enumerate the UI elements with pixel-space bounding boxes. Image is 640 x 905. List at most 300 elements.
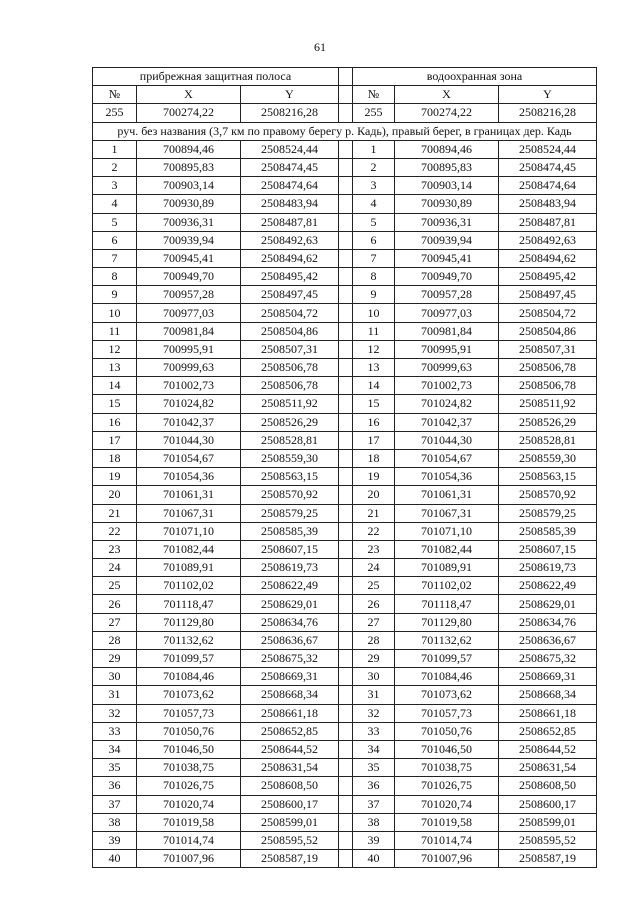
right-x-value: 701071,10	[395, 522, 499, 540]
column-gap	[339, 522, 353, 540]
left-point-number: 13	[93, 359, 137, 377]
right-point-number: 6	[353, 231, 395, 249]
left-y-value: 2508494,62	[241, 249, 339, 267]
left-point-number: 21	[93, 504, 137, 522]
right-y-value: 2508619,73	[499, 559, 597, 577]
right-point-number: 19	[353, 468, 395, 486]
table-row	[93, 686, 597, 704]
right-point-number: 29	[353, 650, 395, 668]
right-point-number: 39	[353, 831, 395, 849]
right-y-value: 2508474,45	[499, 158, 597, 176]
column-gap	[339, 704, 353, 722]
right-header-y: Y	[499, 86, 597, 104]
left-y-value: 2508492,63	[241, 231, 339, 249]
table-row	[93, 795, 597, 813]
left-y-value: 2508474,45	[241, 158, 339, 176]
column-gap	[339, 650, 353, 668]
left-y-value: 2508563,15	[241, 468, 339, 486]
right-y-value: 2508497,45	[499, 286, 597, 304]
left-x-value: 700930,89	[137, 195, 241, 213]
right-header-number: №	[353, 86, 395, 104]
left-y-value: 2508607,15	[241, 540, 339, 558]
right-point-number: 38	[353, 813, 395, 831]
right-point-number: 21	[353, 504, 395, 522]
left-y-value: 2508216,28	[241, 104, 339, 122]
left-y-value: 2508619,73	[241, 559, 339, 577]
left-y-value: 2508504,72	[241, 304, 339, 322]
right-y-value: 2508629,01	[499, 595, 597, 613]
left-point-number: 27	[93, 613, 137, 631]
left-y-value: 2508497,45	[241, 286, 339, 304]
table-row	[93, 340, 597, 358]
left-point-number: 36	[93, 777, 137, 795]
left-point-number: 40	[93, 850, 137, 868]
right-y-value: 2508600,17	[499, 795, 597, 813]
left-point-number: 4	[93, 195, 137, 213]
left-y-value: 2508652,85	[241, 722, 339, 740]
left-y-value: 2508474,64	[241, 177, 339, 195]
left-x-value: 701044,30	[137, 431, 241, 449]
table-row	[93, 540, 597, 558]
left-header-number: №	[93, 86, 137, 104]
column-gap	[339, 431, 353, 449]
right-y-value: 2508636,67	[499, 631, 597, 649]
left-point-number: 18	[93, 449, 137, 467]
column-gap	[339, 613, 353, 631]
left-point-number: 35	[93, 759, 137, 777]
table-row	[93, 322, 597, 340]
section-title: руч. без названия (3,7 км по правому берегу р. Кадь), правый берег, в границах дер. Кадь	[93, 122, 597, 140]
right-x-value: 701057,73	[395, 704, 499, 722]
left-x-value: 700949,70	[137, 268, 241, 286]
left-x-value: 700936,31	[137, 213, 241, 231]
right-x-value: 701054,36	[395, 468, 499, 486]
right-x-value: 701118,47	[395, 595, 499, 613]
left-point-number: 38	[93, 813, 137, 831]
left-y-value: 2508669,31	[241, 668, 339, 686]
left-x-value: 701057,73	[137, 704, 241, 722]
right-x-value: 700274,22	[395, 104, 499, 122]
table-row	[93, 449, 597, 467]
left-point-number: 1	[93, 140, 137, 158]
left-x-value: 700999,63	[137, 359, 241, 377]
right-x-value: 701082,44	[395, 540, 499, 558]
left-y-value: 2508524,44	[241, 140, 339, 158]
left-point-number: 7	[93, 249, 137, 267]
left-point-number: 23	[93, 540, 137, 558]
left-y-value: 2508631,54	[241, 759, 339, 777]
column-gap	[339, 286, 353, 304]
left-point-number: 2	[93, 158, 137, 176]
column-gap	[339, 195, 353, 213]
left-x-value: 700895,83	[137, 158, 241, 176]
right-x-value: 701054,67	[395, 449, 499, 467]
table-row	[93, 213, 597, 231]
column-gap	[339, 231, 353, 249]
right-point-number: 23	[353, 540, 395, 558]
right-point-number: 25	[353, 577, 395, 595]
column-gap	[339, 68, 353, 86]
left-point-number: 20	[93, 486, 137, 504]
left-y-value: 2508504,86	[241, 322, 339, 340]
left-y-value: 2508622,49	[241, 577, 339, 595]
right-x-value: 701007,96	[395, 850, 499, 868]
left-y-value: 2508526,29	[241, 413, 339, 431]
right-y-value: 2508506,78	[499, 359, 597, 377]
left-point-number: 11	[93, 322, 137, 340]
right-point-number: 30	[353, 668, 395, 686]
left-x-value: 701089,91	[137, 559, 241, 577]
table-row	[93, 631, 597, 649]
left-y-value: 2508528,81	[241, 431, 339, 449]
right-point-number: 15	[353, 395, 395, 413]
left-x-value: 700894,46	[137, 140, 241, 158]
left-y-value: 2508608,50	[241, 777, 339, 795]
right-y-value: 2508487,81	[499, 213, 597, 231]
right-y-value: 2508570,92	[499, 486, 597, 504]
right-y-value: 2508563,15	[499, 468, 597, 486]
right-x-value: 701061,31	[395, 486, 499, 504]
right-point-number: 26	[353, 595, 395, 613]
coordinates-table	[92, 67, 597, 868]
table-row	[93, 177, 597, 195]
column-gap	[339, 413, 353, 431]
left-y-value: 2508600,17	[241, 795, 339, 813]
right-x-value: 701026,75	[395, 777, 499, 795]
right-y-value: 2508669,31	[499, 668, 597, 686]
right-y-value: 2508652,85	[499, 722, 597, 740]
left-x-value: 701024,82	[137, 395, 241, 413]
column-gap	[339, 249, 353, 267]
left-y-value: 2508668,34	[241, 686, 339, 704]
right-point-number: 5	[353, 213, 395, 231]
left-y-value: 2508507,31	[241, 340, 339, 358]
right-x-value: 701042,37	[395, 413, 499, 431]
right-point-number: 16	[353, 413, 395, 431]
right-y-value: 2508511,92	[499, 395, 597, 413]
column-gap	[339, 213, 353, 231]
left-point-number: 9	[93, 286, 137, 304]
left-y-value: 2508585,39	[241, 522, 339, 540]
column-gap	[339, 140, 353, 158]
left-point-number: 31	[93, 686, 137, 704]
right-x-value: 700999,63	[395, 359, 499, 377]
right-y-value: 2508494,62	[499, 249, 597, 267]
right-point-number: 34	[353, 740, 395, 758]
left-point-number: 39	[93, 831, 137, 849]
left-x-value: 701054,36	[137, 468, 241, 486]
column-gap	[339, 795, 353, 813]
table-row	[93, 740, 597, 758]
table-row	[93, 850, 597, 868]
left-point-number: 6	[93, 231, 137, 249]
left-y-value: 2508661,18	[241, 704, 339, 722]
left-y-value: 2508595,52	[241, 831, 339, 849]
table-row	[93, 559, 597, 577]
left-x-value: 701084,46	[137, 668, 241, 686]
table-row	[93, 668, 597, 686]
right-x-value: 701099,57	[395, 650, 499, 668]
table-row	[93, 395, 597, 413]
left-point-number: 25	[93, 577, 137, 595]
left-x-value: 700939,94	[137, 231, 241, 249]
left-x-value: 701129,80	[137, 613, 241, 631]
table-row	[93, 504, 597, 522]
left-point-number: 17	[93, 431, 137, 449]
column-gap	[339, 304, 353, 322]
right-x-value: 701073,62	[395, 686, 499, 704]
left-x-value: 700945,41	[137, 249, 241, 267]
right-y-value: 2508504,86	[499, 322, 597, 340]
column-gap	[339, 468, 353, 486]
column-gap	[339, 540, 353, 558]
right-y-value: 2508661,18	[499, 704, 597, 722]
right-x-value: 700945,41	[395, 249, 499, 267]
left-point-number: 19	[93, 468, 137, 486]
right-y-value: 2508528,81	[499, 431, 597, 449]
right-point-number: 20	[353, 486, 395, 504]
right-point-number: 24	[353, 559, 395, 577]
left-y-value: 2508629,01	[241, 595, 339, 613]
right-x-value: 700903,14	[395, 177, 499, 195]
left-x-value: 701118,47	[137, 595, 241, 613]
right-y-value: 2508587,19	[499, 850, 597, 868]
left-point-number: 12	[93, 340, 137, 358]
left-x-value: 700977,03	[137, 304, 241, 322]
left-y-value: 2508587,19	[241, 850, 339, 868]
left-y-value: 2508579,25	[241, 504, 339, 522]
right-y-value: 2508492,63	[499, 231, 597, 249]
left-y-value: 2508636,67	[241, 631, 339, 649]
left-point-number: 37	[93, 795, 137, 813]
right-x-value: 701020,74	[395, 795, 499, 813]
right-x-value: 700949,70	[395, 268, 499, 286]
right-y-value: 2508607,15	[499, 540, 597, 558]
section-title-row	[93, 122, 597, 140]
right-point-number: 37	[353, 795, 395, 813]
right-y-value: 2508483,94	[499, 195, 597, 213]
table-row	[93, 777, 597, 795]
right-y-value: 2508495,42	[499, 268, 597, 286]
right-point-number: 22	[353, 522, 395, 540]
table-row	[93, 359, 597, 377]
right-x-value: 701084,46	[395, 668, 499, 686]
right-point-number: 33	[353, 722, 395, 740]
left-x-value: 701102,02	[137, 577, 241, 595]
column-gap	[339, 158, 353, 176]
left-x-value: 700274,22	[137, 104, 241, 122]
table-row	[93, 231, 597, 249]
table-row	[93, 613, 597, 631]
table-row	[93, 158, 597, 176]
left-point-number: 3	[93, 177, 137, 195]
right-y-value: 2508595,52	[499, 831, 597, 849]
table-row	[93, 722, 597, 740]
left-point-number: 32	[93, 704, 137, 722]
left-y-value: 2508483,94	[241, 195, 339, 213]
left-x-value: 701020,74	[137, 795, 241, 813]
column-gap	[339, 104, 353, 122]
left-point-number: 10	[93, 304, 137, 322]
right-point-number: 12	[353, 340, 395, 358]
right-point-number: 18	[353, 449, 395, 467]
left-y-value: 2508599,01	[241, 813, 339, 831]
left-x-value: 701099,57	[137, 650, 241, 668]
column-gap	[339, 395, 353, 413]
left-point-number: 8	[93, 268, 137, 286]
right-y-value: 2508622,49	[499, 577, 597, 595]
table-row	[93, 249, 597, 267]
right-y-value: 2508474,64	[499, 177, 597, 195]
right-x-value: 700936,31	[395, 213, 499, 231]
left-x-value: 700903,14	[137, 177, 241, 195]
right-x-value: 700981,84	[395, 322, 499, 340]
right-x-value: 701132,62	[395, 631, 499, 649]
right-y-value: 2508504,72	[499, 304, 597, 322]
left-y-value: 2508487,81	[241, 213, 339, 231]
right-x-value: 701067,31	[395, 504, 499, 522]
left-x-value: 701082,44	[137, 540, 241, 558]
left-x-value: 701071,10	[137, 522, 241, 540]
right-y-value: 2508507,31	[499, 340, 597, 358]
table-row	[93, 522, 597, 540]
right-point-number: 36	[353, 777, 395, 795]
left-point-number: 34	[93, 740, 137, 758]
column-gap	[339, 86, 353, 104]
column-gap	[339, 759, 353, 777]
right-point-number: 255	[353, 104, 395, 122]
left-point-number: 28	[93, 631, 137, 649]
right-x-value: 701038,75	[395, 759, 499, 777]
left-header-y: Y	[241, 86, 339, 104]
right-point-number: 31	[353, 686, 395, 704]
column-gap	[339, 850, 353, 868]
right-point-number: 2	[353, 158, 395, 176]
right-point-number: 11	[353, 322, 395, 340]
left-point-number: 15	[93, 395, 137, 413]
right-x-value: 700894,46	[395, 140, 499, 158]
left-y-value: 2508506,78	[241, 377, 339, 395]
zone-title-row	[93, 68, 597, 86]
table-row	[93, 413, 597, 431]
table-row	[93, 759, 597, 777]
right-y-value: 2508644,52	[499, 740, 597, 758]
right-x-value: 701044,30	[395, 431, 499, 449]
column-gap	[339, 777, 353, 795]
right-point-number: 17	[353, 431, 395, 449]
right-point-number: 8	[353, 268, 395, 286]
right-point-number: 27	[353, 613, 395, 631]
right-y-value: 2508631,54	[499, 759, 597, 777]
left-x-value: 701042,37	[137, 413, 241, 431]
left-y-value: 2508570,92	[241, 486, 339, 504]
left-point-number: 30	[93, 668, 137, 686]
column-gap	[339, 577, 353, 595]
right-point-number: 13	[353, 359, 395, 377]
left-x-value: 701002,73	[137, 377, 241, 395]
left-point-number: 22	[93, 522, 137, 540]
left-x-value: 701132,62	[137, 631, 241, 649]
right-y-value: 2508585,39	[499, 522, 597, 540]
left-x-value: 700981,84	[137, 322, 241, 340]
table-row	[93, 104, 597, 122]
column-gap	[339, 813, 353, 831]
left-point-number: 33	[93, 722, 137, 740]
column-gap	[339, 340, 353, 358]
left-y-value: 2508675,32	[241, 650, 339, 668]
right-point-number: 28	[353, 631, 395, 649]
column-gap	[339, 177, 353, 195]
right-y-value: 2508668,34	[499, 686, 597, 704]
right-x-value: 701002,73	[395, 377, 499, 395]
right-point-number: 35	[353, 759, 395, 777]
column-gap	[339, 722, 353, 740]
right-x-value: 701129,80	[395, 613, 499, 631]
right-point-number: 4	[353, 195, 395, 213]
column-header-row	[93, 86, 597, 104]
right-y-value: 2508526,29	[499, 413, 597, 431]
table-row	[93, 650, 597, 668]
right-point-number: 32	[353, 704, 395, 722]
column-gap	[339, 486, 353, 504]
left-x-value: 701067,31	[137, 504, 241, 522]
right-y-value: 2508634,76	[499, 613, 597, 631]
table-row	[93, 431, 597, 449]
left-x-value: 700957,28	[137, 286, 241, 304]
left-x-value: 701014,74	[137, 831, 241, 849]
right-y-value: 2508506,78	[499, 377, 597, 395]
table-row	[93, 377, 597, 395]
column-gap	[339, 268, 353, 286]
column-gap	[339, 686, 353, 704]
right-x-value: 701102,02	[395, 577, 499, 595]
column-gap	[339, 504, 353, 522]
right-y-value: 2508524,44	[499, 140, 597, 158]
left-point-number: 26	[93, 595, 137, 613]
table-row	[93, 468, 597, 486]
right-x-value: 701014,74	[395, 831, 499, 849]
right-y-value: 2508216,28	[499, 104, 597, 122]
left-x-value: 701050,76	[137, 722, 241, 740]
left-x-value: 701054,67	[137, 449, 241, 467]
right-x-value: 701046,50	[395, 740, 499, 758]
right-x-value: 701050,76	[395, 722, 499, 740]
left-x-value: 700995,91	[137, 340, 241, 358]
left-header-x: X	[137, 86, 241, 104]
table-row	[93, 577, 597, 595]
right-y-value: 2508675,32	[499, 650, 597, 668]
left-x-value: 701046,50	[137, 740, 241, 758]
left-x-value: 701026,75	[137, 777, 241, 795]
left-y-value: 2508559,30	[241, 449, 339, 467]
left-x-value: 701007,96	[137, 850, 241, 868]
column-gap	[339, 740, 353, 758]
table-row	[93, 286, 597, 304]
right-x-value: 700939,94	[395, 231, 499, 249]
right-zone-title: водоохранная зона	[353, 68, 597, 86]
column-gap	[339, 559, 353, 577]
left-x-value: 701061,31	[137, 486, 241, 504]
left-point-number: 255	[93, 104, 137, 122]
left-point-number: 29	[93, 650, 137, 668]
right-x-value: 700977,03	[395, 304, 499, 322]
right-point-number: 1	[353, 140, 395, 158]
right-x-value: 700957,28	[395, 286, 499, 304]
left-y-value: 2508506,78	[241, 359, 339, 377]
right-x-value: 701089,91	[395, 559, 499, 577]
column-gap	[339, 595, 353, 613]
table-row	[93, 140, 597, 158]
